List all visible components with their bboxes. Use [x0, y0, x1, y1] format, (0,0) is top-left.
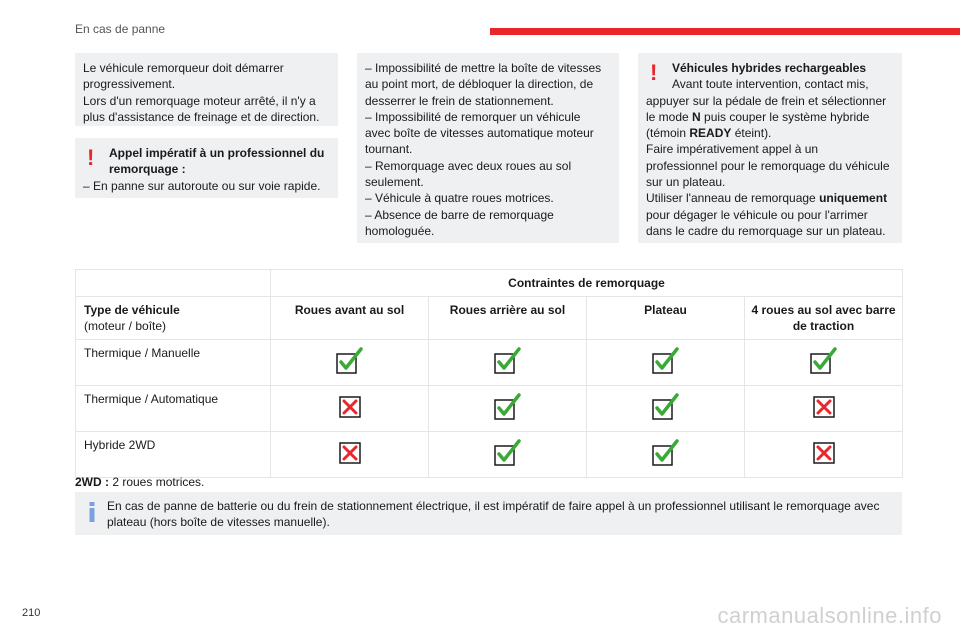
footnote-text: 2 roues motrices.	[109, 475, 205, 489]
condition-line: – Impossibilité de remorquer un véhicule	[365, 109, 581, 124]
hybrid-line: pour dégager le véhicule ou pour l'arrimer	[646, 207, 868, 222]
table-col-header: 4 roues au sol avec barre de traction	[745, 297, 903, 340]
cross-icon	[338, 395, 362, 419]
condition-line: desserrer le frein de stationnement.	[365, 93, 554, 108]
condition-line: – Absence de barre de remorquage	[365, 207, 554, 222]
cell-mark	[587, 340, 745, 386]
hybrid-line: (témoin READY éteint).	[646, 126, 772, 141]
cross-icon	[812, 395, 836, 419]
condition-line: – Remorquage avec deux roues au sol	[365, 158, 572, 173]
footnote-label: 2WD :	[75, 475, 109, 489]
table-row	[76, 340, 903, 386]
cell-mark	[587, 432, 745, 478]
condition-line: homologuée.	[365, 223, 435, 238]
note-line: Lors d'un remorquage moteur arrêté, il n'y a	[83, 93, 316, 108]
towing-start-note	[75, 53, 338, 126]
condition-line: avec boîte de vitesses automatique moteur	[365, 126, 594, 141]
table-empty-corner	[76, 270, 271, 297]
cell-mark	[587, 386, 745, 432]
table-col-header: Plateau	[587, 297, 745, 340]
cell-mark	[429, 432, 587, 478]
info-line: plateau (hors boîte de vitesses manuelle).	[107, 515, 330, 530]
condition-line: tournant.	[365, 142, 413, 157]
row-label: Thermique / Automatique	[76, 386, 271, 432]
vehicle-type-title: Type de véhicule	[84, 303, 180, 317]
exclamation-icon: !	[650, 60, 658, 85]
cell-mark	[429, 340, 587, 386]
warning-title: Appel impératif à un professionnel du	[109, 146, 325, 160]
page-number: 210	[22, 607, 41, 619]
cell-mark	[271, 386, 429, 432]
check-icon	[335, 346, 365, 376]
watermark: carmanualsonline.info	[717, 603, 942, 628]
hybrid-line: Faire impérativement appel à un	[646, 142, 819, 157]
cross-icon	[338, 441, 362, 465]
cell-mark	[745, 432, 903, 478]
towing-constraints-table	[75, 269, 903, 478]
check-icon	[493, 392, 523, 422]
cell-mark	[271, 340, 429, 386]
info-line: En cas de panne de batterie ou du frein de stationnement électrique, il est impératif de faire appel à un professionnel utilisant le remorquage avec	[107, 499, 880, 513]
check-icon	[651, 346, 681, 376]
table-row	[76, 386, 903, 432]
note-line: progressivement.	[83, 77, 176, 92]
warning-title: remorquage :	[109, 162, 186, 177]
table-header-row	[76, 297, 903, 340]
check-icon	[493, 438, 523, 468]
hybrid-line: professionnel pour le remorquage du véhicule	[646, 158, 890, 173]
condition-line: au point mort, de débloquer la direction, de	[365, 77, 594, 92]
hybrid-towing-warning	[638, 53, 902, 243]
check-icon	[493, 346, 523, 376]
header-accent-bar	[490, 28, 960, 35]
exclamation-icon: !	[87, 145, 95, 170]
table-group-header: Contraintes de remorquage	[271, 270, 903, 297]
row-label: Hybride 2WD	[76, 432, 271, 478]
vehicle-type-sub: (moteur / boîte)	[84, 319, 167, 333]
battery-info-note	[75, 492, 902, 535]
condition-line: seulement.	[365, 175, 424, 190]
hybrid-line: le mode N puis couper le système hybride	[646, 109, 870, 124]
hybrid-line: Avant toute intervention, contact mis,	[672, 77, 869, 92]
table-col-header: Roues avant au sol	[271, 297, 429, 340]
check-icon	[651, 438, 681, 468]
warning-item: – En panne sur autoroute ou sur voie rapide.	[83, 178, 321, 193]
condition-line: – Véhicule à quatre roues motrices.	[365, 191, 554, 206]
hybrid-line: dans le cadre du remorquage sur un plateau.	[646, 223, 886, 238]
hybrid-line: Utiliser l'anneau de remorquage uniquement	[646, 191, 888, 206]
professional-call-warning	[75, 138, 338, 198]
hybrid-line: sur un plateau.	[646, 175, 726, 190]
table-row	[76, 432, 903, 478]
note-line: Le véhicule remorqueur doit démarrer	[83, 61, 284, 75]
page-header-title: En cas de panne	[75, 22, 166, 36]
check-icon	[809, 346, 839, 376]
hybrid-line: appuyer sur la pédale de frein et sélectionner	[646, 93, 887, 108]
cross-icon	[812, 441, 836, 465]
table-col-vehicle-type	[76, 297, 271, 340]
info-icon	[88, 502, 96, 526]
cell-mark	[429, 386, 587, 432]
cell-mark	[745, 386, 903, 432]
row-label: Thermique / Manuelle	[76, 340, 271, 386]
table-group-header-row	[76, 270, 903, 297]
footnote-2wd	[75, 475, 204, 489]
cell-mark	[745, 340, 903, 386]
check-icon	[651, 392, 681, 422]
cell-mark	[271, 432, 429, 478]
hybrid-title: Véhicules hybrides rechargeables	[672, 61, 867, 75]
note-line: plus d'assistance de freinage et de direction.	[83, 109, 320, 124]
condition-line: – Impossibilité de mettre la boîte de vitesses	[365, 61, 602, 75]
table-col-header: Roues arrière au sol	[429, 297, 587, 340]
towing-conditions-list	[357, 53, 619, 243]
